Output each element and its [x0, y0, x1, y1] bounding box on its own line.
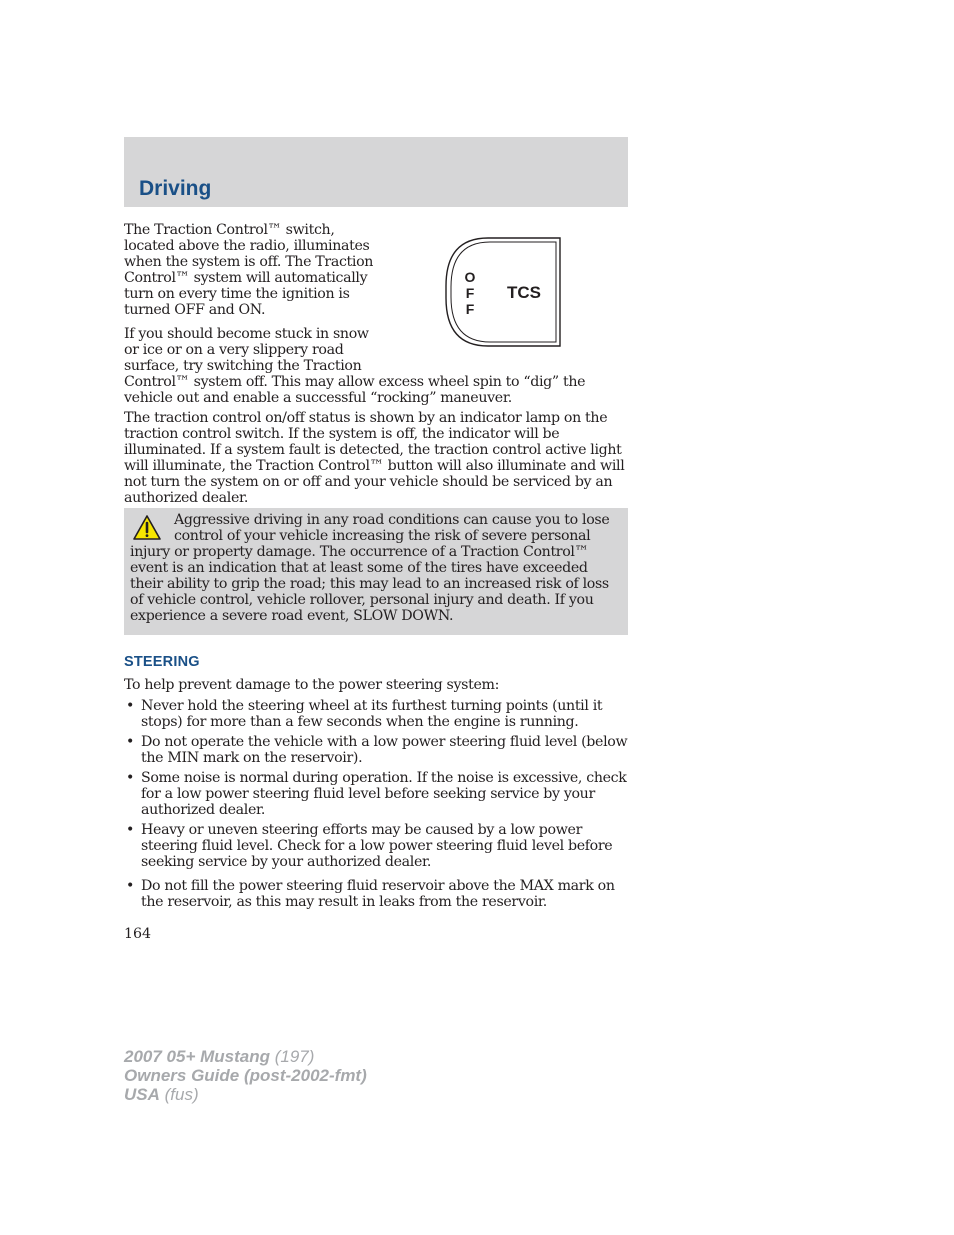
list-item-text: Do not operate the vehicle with a low power steering fluid level (below the MIN mark on the reservoir).: [141, 734, 628, 766]
traction-control-paragraph-2-continued: Control™ system off. This may allow excess wheel spin to “dig” the vehicle out and enable a successful “rocking” maneuver.: [124, 374, 586, 406]
list-item-text: Never hold the steering wheel at its furthest turning points (until it stops) for more than a few seconds when the engine is running.: [141, 698, 603, 730]
warning-box: [124, 508, 628, 635]
list-item-text: Some noise is normal during operation. If the noise is excessive, check for a low power steering fluid level before seeking service by your authorized dealer.: [141, 770, 627, 818]
list-item-text: Heavy or uneven steering efforts may be caused by a low power steering fluid level. Check for a low power steering fluid level before seeking service by your authorized dealer.: [141, 822, 613, 870]
list-item-text: Do not fill the power steering fluid reservoir above the MAX mark on the reservoir, as this may result in leaks from the reservoir.: [141, 878, 615, 910]
traction-control-paragraph-3: The traction control on/off status is shown by an indicator lamp on the traction control switch. If the system is off, the indicator will be illuminated. If a system fault is detected, the traction control active light will illuminate, the Traction Control™ button will also illuminate and will not turn the system on or off and your vehicle should be serviced by an authorized dealer.: [124, 410, 625, 506]
section-header-band: [124, 137, 628, 207]
list-item: [124, 698, 628, 730]
warning-text: Aggressive driving in any road conditions can cause you to lose control of your vehicle increasing the risk of severe personal injury or property damage. The occurrence of a Traction Control™ event is an indication that at least some of the tires have exceeded their ability to grip the road; this may lead to an increased risk of loss of vehicle control, vehicle rollover, personal injury and death. If you experience a severe road event, SLOW DOWN.: [130, 512, 610, 624]
section-title: Driving: [139, 177, 212, 200]
footer-line-2: Owners Guide (post-2002-fmt): [124, 1066, 367, 1085]
traction-control-paragraph-1: The Traction Control™ switch, located above the radio, illuminates when the system is off. The Traction Control™ system will automatically turn on every time the ignition is turned OFF and ON.: [124, 222, 374, 318]
bullet-dot: •: [126, 698, 135, 714]
traction-control-paragraph-2: If you should become stuck in snow or ice or on a very slippery road surface, try switching the Traction: [124, 326, 369, 374]
footer-market-code: (fus): [159, 1085, 199, 1104]
page-number: 164: [124, 926, 152, 942]
document-footer: [124, 1047, 367, 1104]
tcs-off-letter: F: [465, 301, 475, 317]
steering-heading: STEERING: [124, 654, 200, 670]
list-item: [124, 770, 628, 818]
list-item: [124, 822, 628, 870]
footer-line-3: [124, 1085, 367, 1104]
bullet-dot: •: [126, 734, 135, 750]
tcs-off-switch-icon: [444, 236, 564, 348]
footer-model: 2007 05+ Mustang: [124, 1047, 270, 1066]
tcs-off-letter: O: [464, 269, 476, 285]
bullet-dot: •: [126, 878, 135, 894]
list-item: [124, 878, 628, 910]
footer-line-1: [124, 1047, 367, 1066]
steering-intro: To help prevent damage to the power steering system:: [124, 677, 500, 693]
tcs-off-letter: F: [465, 285, 475, 301]
bullet-dot: •: [126, 822, 135, 838]
list-item: [124, 734, 628, 766]
bullet-dot: •: [126, 770, 135, 786]
footer-model-code: (197): [270, 1047, 315, 1066]
tcs-label: TCS: [507, 283, 541, 302]
footer-market: USA: [124, 1085, 160, 1104]
